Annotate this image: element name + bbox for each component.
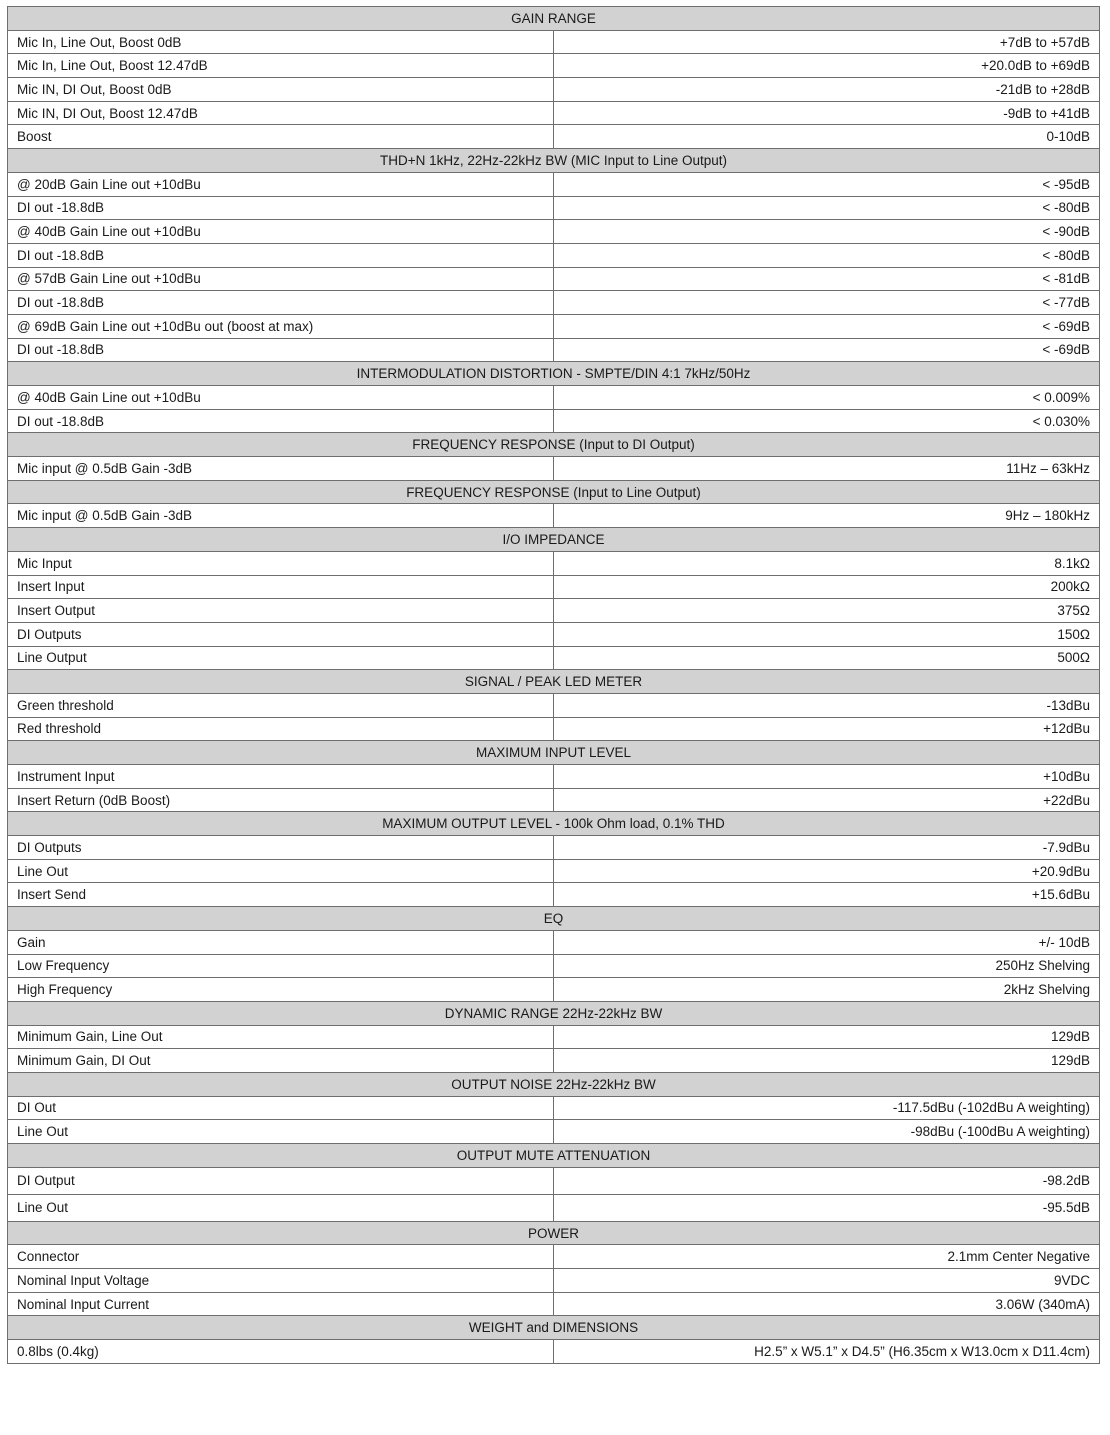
section-header [8,741,1100,765]
spec-value: 8.1kΩ [554,551,1100,575]
spec-label: DI Outputs [8,836,554,860]
spec-label: Nominal Input Voltage [8,1269,554,1293]
spec-label: Mic input @ 0.5dB Gain -3dB [8,504,554,528]
spec-row [8,314,1100,338]
spec-value: +/- 10dB [554,930,1100,954]
spec-row [8,172,1100,196]
spec-value: < -81dB [554,267,1100,291]
spec-label: Mic input @ 0.5dB Gain -3dB [8,457,554,481]
spec-row [8,220,1100,244]
spec-value: 150Ω [554,622,1100,646]
spec-value: 250Hz Shelving [554,954,1100,978]
spec-label: Red threshold [8,717,554,741]
spec-label: @ 20dB Gain Line out +10dBu [8,172,554,196]
section-title: DYNAMIC RANGE 22Hz-22kHz BW [8,1001,1100,1025]
section-header [8,812,1100,836]
spec-label: Insert Input [8,575,554,599]
spec-row [8,504,1100,528]
spec-row [8,836,1100,860]
spec-label: @ 57dB Gain Line out +10dBu [8,267,554,291]
spec-label: Gain [8,930,554,954]
spec-table-body [8,7,1100,1364]
section-title: GAIN RANGE [8,7,1100,31]
spec-label: Line Out [8,1194,554,1221]
section-header [8,670,1100,694]
spec-row [8,930,1100,954]
spec-row [8,646,1100,670]
spec-value: -9dB to +41dB [554,101,1100,125]
spec-row [8,717,1100,741]
spec-row [8,1120,1100,1144]
spec-row [8,1096,1100,1120]
spec-value: 2.1mm Center Negative [554,1245,1100,1269]
spec-label: Mic Input [8,551,554,575]
spec-value: 129dB [554,1025,1100,1049]
spec-row [8,101,1100,125]
section-title: INTERMODULATION DISTORTION - SMPTE/DIN 4:1 7kHz/50Hz [8,362,1100,386]
spec-row [8,622,1100,646]
spec-row [8,1292,1100,1316]
spec-label: @ 69dB Gain Line out +10dBu out (boost at max) [8,314,554,338]
spec-row [8,267,1100,291]
spec-label: DI Out [8,1096,554,1120]
section-header [8,528,1100,552]
spec-row [8,291,1100,315]
spec-value: 9Hz – 180kHz [554,504,1100,528]
spec-label: DI out -18.8dB [8,291,554,315]
spec-label: DI out -18.8dB [8,196,554,220]
section-header [8,7,1100,31]
spec-label: Insert Return (0dB Boost) [8,788,554,812]
spec-label: Insert Send [8,883,554,907]
spec-row [8,78,1100,102]
section-header [8,1001,1100,1025]
spec-value: H2.5” x W5.1” x D4.5” (H6.35cm x W13.0cm x D11.4cm) [554,1340,1100,1364]
section-header [8,480,1100,504]
section-title: WEIGHT and DIMENSIONS [8,1316,1100,1340]
spec-row [8,125,1100,149]
spec-row [8,386,1100,410]
spec-row [8,1194,1100,1221]
spec-row [8,196,1100,220]
spec-label: Green threshold [8,693,554,717]
spec-row [8,1269,1100,1293]
spec-value: 500Ω [554,646,1100,670]
spec-value: -117.5dBu (-102dBu A weighting) [554,1096,1100,1120]
spec-row [8,788,1100,812]
section-title: OUTPUT NOISE 22Hz-22kHz BW [8,1072,1100,1096]
section-header [8,1072,1100,1096]
spec-row [8,1245,1100,1269]
spec-row [8,338,1100,362]
spec-value: -21dB to +28dB [554,78,1100,102]
spec-label: Mic IN, DI Out, Boost 12.47dB [8,101,554,125]
spec-row [8,859,1100,883]
spec-row [8,693,1100,717]
spec-value: +22dBu [554,788,1100,812]
spec-value: 11Hz – 63kHz [554,457,1100,481]
spec-value: +7dB to +57dB [554,30,1100,54]
spec-label: Low Frequency [8,954,554,978]
section-title: POWER [8,1221,1100,1245]
spec-value: < -69dB [554,338,1100,362]
spec-label: Line Out [8,859,554,883]
spec-value: +20.9dBu [554,859,1100,883]
section-title: MAXIMUM OUTPUT LEVEL - 100k Ohm load, 0.1% THD [8,812,1100,836]
section-header [8,149,1100,173]
spec-table [7,6,1100,1364]
spec-value: -13dBu [554,693,1100,717]
spec-label: DI Outputs [8,622,554,646]
spec-label: Nominal Input Current [8,1292,554,1316]
spec-value: -7.9dBu [554,836,1100,860]
spec-row [8,409,1100,433]
section-title: EQ [8,907,1100,931]
spec-value: < -90dB [554,220,1100,244]
spec-row [8,1025,1100,1049]
spec-label: Line Out [8,1120,554,1144]
spec-value: 129dB [554,1049,1100,1073]
spec-label: DI Output [8,1167,554,1194]
spec-label: @ 40dB Gain Line out +10dBu [8,220,554,244]
spec-value: < -80dB [554,196,1100,220]
spec-label: DI out -18.8dB [8,243,554,267]
spec-value: < -95dB [554,172,1100,196]
spec-value: < -80dB [554,243,1100,267]
spec-label: High Frequency [8,978,554,1002]
spec-row [8,457,1100,481]
spec-label: Minimum Gain, Line Out [8,1025,554,1049]
spec-label: DI out -18.8dB [8,338,554,362]
spec-label: Instrument Input [8,765,554,789]
spec-label: Mic In, Line Out, Boost 12.47dB [8,54,554,78]
section-title: MAXIMUM INPUT LEVEL [8,741,1100,765]
section-title: I/O IMPEDANCE [8,528,1100,552]
spec-row [8,1340,1100,1364]
spec-value: 375Ω [554,599,1100,623]
spec-row [8,1049,1100,1073]
spec-value: < 0.009% [554,386,1100,410]
spec-value: +20.0dB to +69dB [554,54,1100,78]
spec-row [8,599,1100,623]
section-title: FREQUENCY RESPONSE (Input to Line Output) [8,480,1100,504]
spec-value: 3.06W (340mA) [554,1292,1100,1316]
spec-value: -95.5dB [554,1194,1100,1221]
spec-row [8,954,1100,978]
spec-row [8,575,1100,599]
spec-value: +15.6dBu [554,883,1100,907]
spec-row [8,883,1100,907]
spec-row [8,978,1100,1002]
spec-label: Line Output [8,646,554,670]
spec-row [8,54,1100,78]
spec-label: Connector [8,1245,554,1269]
spec-label: @ 40dB Gain Line out +10dBu [8,386,554,410]
section-header [8,1144,1100,1168]
section-title: OUTPUT MUTE ATTENUATION [8,1144,1100,1168]
section-title: FREQUENCY RESPONSE (Input to DI Output) [8,433,1100,457]
spec-value: -98.2dB [554,1167,1100,1194]
section-header [8,907,1100,931]
spec-value: 9VDC [554,1269,1100,1293]
spec-value: -98dBu (-100dBu A weighting) [554,1120,1100,1144]
spec-label: Mic IN, DI Out, Boost 0dB [8,78,554,102]
spec-value: 2kHz Shelving [554,978,1100,1002]
spec-value: 0-10dB [554,125,1100,149]
spec-value: < 0.030% [554,409,1100,433]
spec-row [8,30,1100,54]
spec-label: Minimum Gain, DI Out [8,1049,554,1073]
section-header [8,1316,1100,1340]
spec-value: +12dBu [554,717,1100,741]
section-header [8,433,1100,457]
spec-value: 200kΩ [554,575,1100,599]
section-header [8,1221,1100,1245]
spec-row [8,1167,1100,1194]
section-title: THD+N 1kHz, 22Hz-22kHz BW (MIC Input to Line Output) [8,149,1100,173]
spec-value: < -77dB [554,291,1100,315]
section-header [8,362,1100,386]
spec-value: +10dBu [554,765,1100,789]
spec-label: 0.8lbs (0.4kg) [8,1340,554,1364]
spec-label: DI out -18.8dB [8,409,554,433]
spec-row [8,243,1100,267]
section-title: SIGNAL / PEAK LED METER [8,670,1100,694]
spec-label: Insert Output [8,599,554,623]
spec-row [8,765,1100,789]
spec-label: Mic In, Line Out, Boost 0dB [8,30,554,54]
spec-label: Boost [8,125,554,149]
spec-row [8,551,1100,575]
spec-value: < -69dB [554,314,1100,338]
